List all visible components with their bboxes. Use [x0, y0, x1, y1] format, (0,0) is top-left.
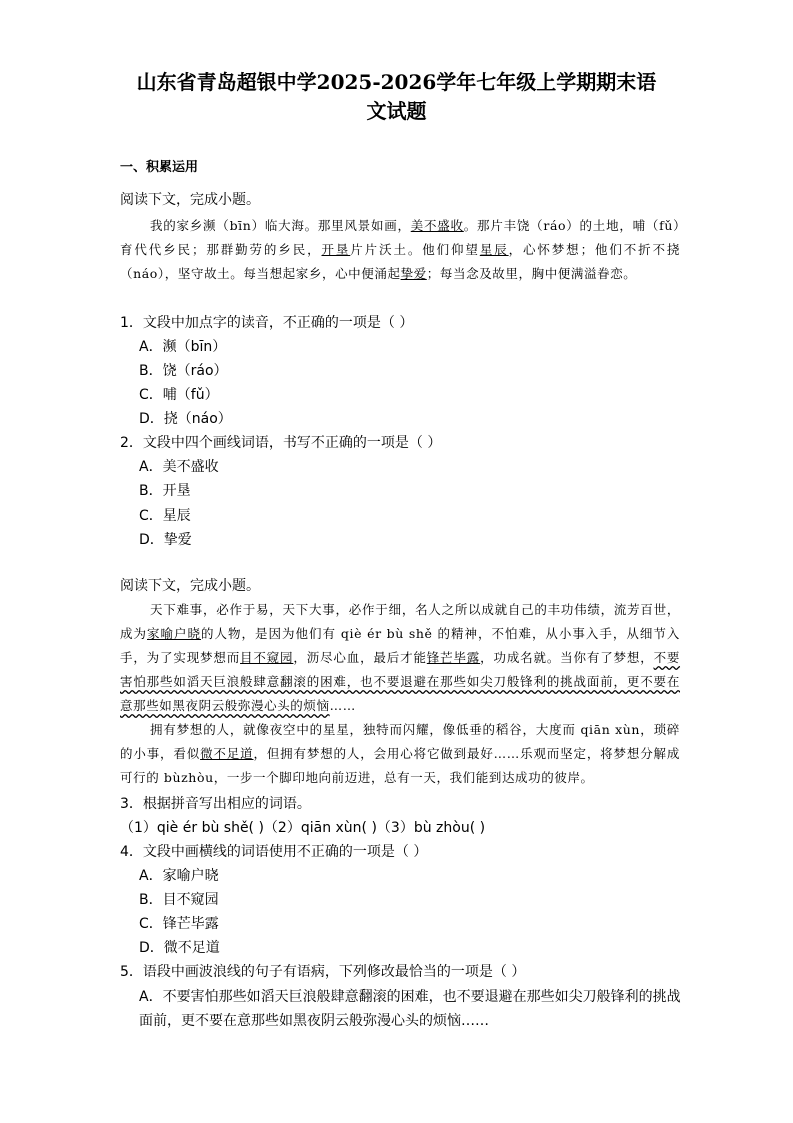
question-3-stem: 3．根据拼音写出相应的词语。 [120, 796, 311, 812]
question-1-stem: 1．文段中加点字的读音，不正确的一项是（ ） [120, 315, 414, 331]
passage2-segment: 拥有梦想的人，就像夜空中的星星，独特而闪耀，像低垂的稻谷，大度而 qiān xùn，琐碎的小事，看似 [120, 722, 680, 761]
question-1-option-c: C．哺（fǔ） [139, 387, 219, 403]
passage2-segment: …… [329, 698, 356, 713]
question-4-option-c: C．锋芒毕露 [139, 916, 219, 932]
wavy-underlined-sentence: 不要害怕那些如滔天巨浪般肆意翻滚的困难，也不要退避在那些如尖刀般锋利的挑战面前，更不要在意那些如黑夜阴云般弥漫心头的烦恼 [120, 650, 681, 713]
passage2-instruction: 阅读下文，完成小题。 [120, 578, 260, 594]
passage2-paragraph2 [120, 718, 680, 790]
question-5-option-a: A．不要害怕那些如滔天巨浪般肆意翻滚的困难，也不要退避在那些如尖刀般锋利的挑战面前，更不要在意那些如黑夜阴云般弥漫心头的烦恼…… [139, 989, 681, 1029]
passage2-segment: 天下难事，必作于易，天下大事，必作于细，名人之所以成就自己的丰功伟绩，流芳百世，成为 [120, 602, 680, 641]
question-1-option-a: A．濒（bīn） [139, 339, 227, 355]
underlined-word: 家喻户晓 [147, 626, 201, 641]
question-5-stem: 5．语段中画波浪线的句子有语病，下列修改最恰当的一项是（ ） [120, 964, 526, 980]
underlined-word: 锋芒毕露 [426, 650, 481, 665]
underlined-word: 开垦 [321, 242, 351, 257]
question-1-option-b: B．饶（ráo） [139, 363, 228, 379]
passage1-segment: 片片沃土。他们仰望 [350, 242, 480, 257]
underlined-word: 目不窥园 [240, 650, 294, 665]
question-4-option-b: B．目不窥园 [139, 892, 219, 908]
passage2-segment: ，沥尽心血，最后才能 [293, 650, 427, 665]
passage1-instruction: 阅读下文，完成小题。 [120, 192, 260, 208]
question-2-option-a: A．美不盛收 [139, 459, 219, 475]
underlined-word: 美不盛收 [410, 218, 464, 233]
question-2-stem: 2．文段中四个画线词语，书写不正确的一项是（ ） [120, 435, 442, 451]
passage1-text [120, 214, 680, 286]
question-4-option-a: A．家喻户晓 [139, 868, 219, 884]
underlined-word: 星辰 [479, 242, 509, 257]
passage1-segment: 我的家乡濒（bīn）临大海。那里风景如画， [150, 218, 411, 233]
question-2-option-d: D．挚爱 [139, 532, 192, 548]
question-2-option-c: C．星辰 [139, 508, 191, 524]
exam-title-line2: 文试题 [366, 99, 427, 123]
passage2-segment: ，但拥有梦想的人，会用心将它做到最好……乐观而坚定，将梦想分解成可行的 bùzhòu，一步一个脚印地向前迈进，总有一天，我们能到达成功的彼岸。 [120, 746, 681, 785]
section-heading: 一、积累运用 [120, 160, 199, 175]
question-4-stem: 4．文段中画横线的词语使用不正确的一项是（ ） [120, 844, 428, 860]
passage2-paragraph1 [120, 598, 680, 718]
passage2-segment: ，功成名就。当你有了梦想， [480, 650, 654, 665]
question-3-blanks: （1）qiè ér bù shě( )（2）qiān xùn( )（3）bù zhòu( ) [120, 820, 486, 836]
exam-title-line1: 山东省青岛超银中学2025-2026学年七年级上学期期末语 [136, 70, 657, 94]
question-2-option-b: B．开垦 [139, 483, 191, 499]
passage2-segment: 的人物，是因为他们有 qiè ér bù shě 的精神，不怕难，从小事入手，从细节入手，为了实现梦想而 [120, 626, 680, 665]
underlined-word: 挚爱 [400, 266, 427, 281]
passage1-segment: 。那片丰饶（ráo）的土地，哺（fǔ）育代代乡民；那群勤劳的乡民， [120, 218, 681, 257]
passage1-segment: ；每当念及故里，胸中便满溢眷恋。 [426, 266, 637, 281]
question-4-option-d: D．微不足道 [139, 940, 220, 956]
passage1-segment: ，心怀梦想；他们不折不挠（náo），坚守故土。每当想起家乡，心中便涌起 [120, 242, 681, 281]
underlined-word: 微不足道 [200, 746, 254, 761]
question-1-option-d: D．挠（náo） [139, 411, 232, 427]
